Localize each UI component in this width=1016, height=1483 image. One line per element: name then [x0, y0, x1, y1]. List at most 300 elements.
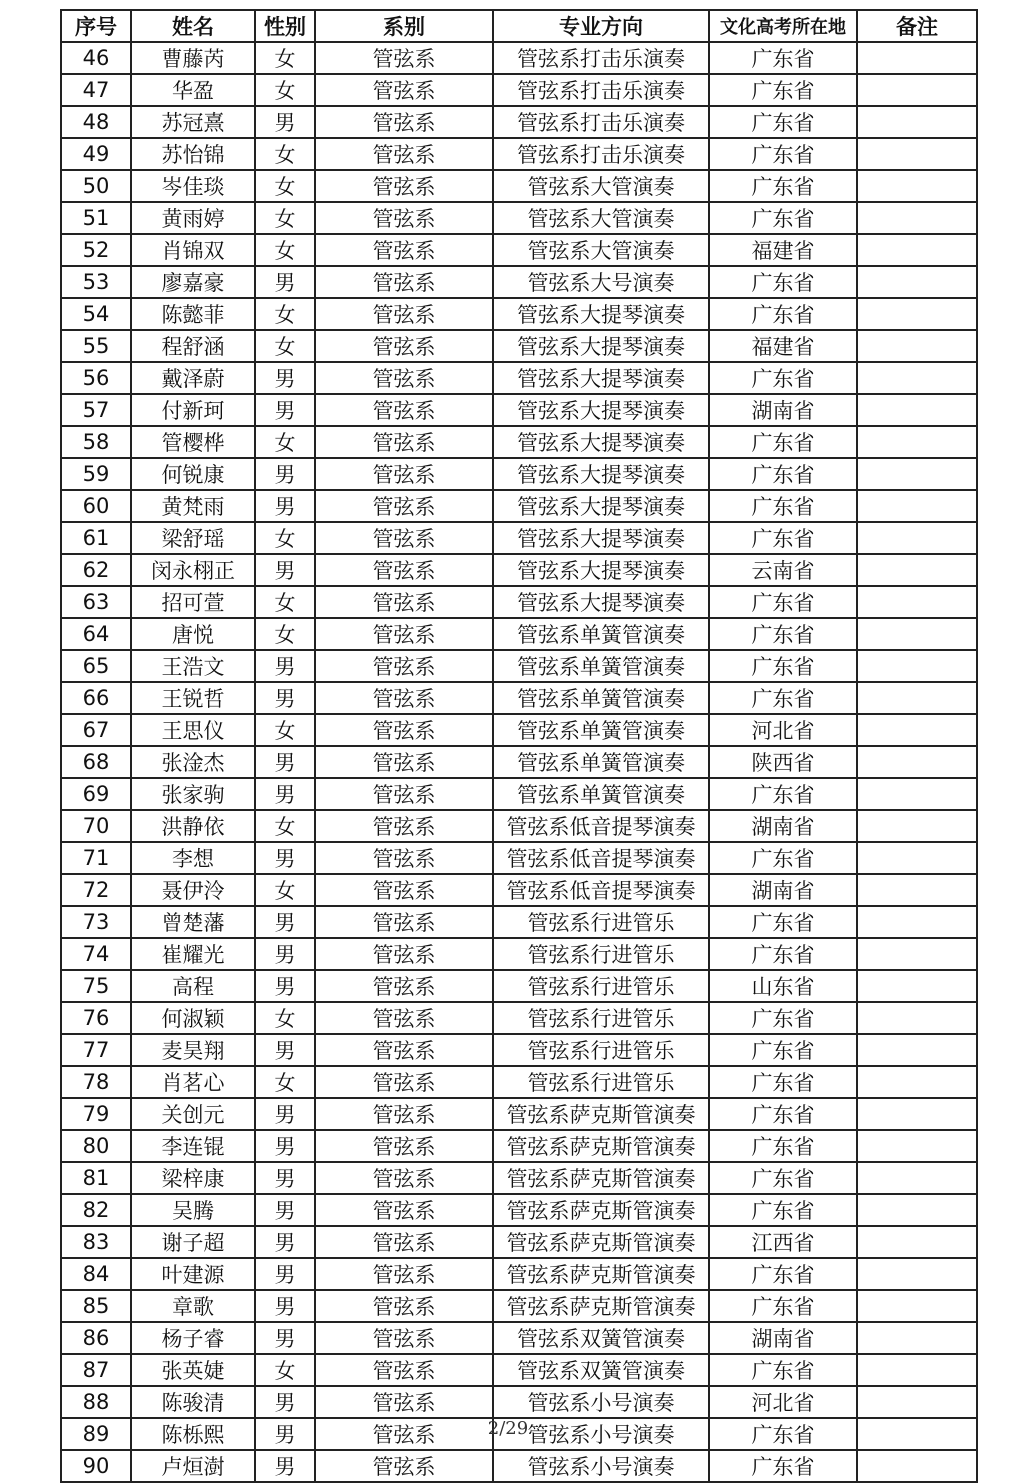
cell-gender: 男: [255, 938, 315, 970]
cell-remark: [857, 1098, 977, 1130]
cell-major: 管弦系行进管乐: [493, 1066, 709, 1098]
cell-dept: 管弦系: [315, 1034, 493, 1066]
cell-gender: 男: [255, 746, 315, 778]
cell-dept: 管弦系: [315, 234, 493, 266]
cell-gender: 女: [255, 234, 315, 266]
cell-no: 63: [61, 586, 131, 618]
cell-region: 湖南省: [709, 1322, 857, 1354]
header-no: 序号: [61, 10, 131, 42]
cell-major: 管弦系行进管乐: [493, 1034, 709, 1066]
cell-remark: [857, 1386, 977, 1418]
table-row: [61, 458, 977, 490]
cell-major: 管弦系单簧管演奏: [493, 618, 709, 650]
cell-major: 管弦系大号演奏: [493, 266, 709, 298]
cell-region: 河北省: [709, 1386, 857, 1418]
cell-remark: [857, 266, 977, 298]
table-row: [61, 810, 977, 842]
cell-remark: [857, 1226, 977, 1258]
cell-major: 管弦系打击乐演奏: [493, 138, 709, 170]
cell-no: 46: [61, 42, 131, 74]
cell-major: 管弦系双簧管演奏: [493, 1354, 709, 1386]
cell-major: 管弦系低音提琴演奏: [493, 842, 709, 874]
cell-remark: [857, 874, 977, 906]
cell-dept: 管弦系: [315, 1386, 493, 1418]
cell-no: 87: [61, 1354, 131, 1386]
cell-region: 湖南省: [709, 394, 857, 426]
cell-major: 管弦系打击乐演奏: [493, 42, 709, 74]
table-row: [61, 330, 977, 362]
cell-region: 广东省: [709, 522, 857, 554]
cell-dept: 管弦系: [315, 1354, 493, 1386]
header-major: 专业方向: [493, 10, 709, 42]
cell-no: 62: [61, 554, 131, 586]
cell-major: 管弦系小号演奏: [493, 1418, 709, 1450]
cell-name: 招可萱: [131, 586, 255, 618]
cell-major: 管弦系萨克斯管演奏: [493, 1290, 709, 1322]
cell-gender: 女: [255, 74, 315, 106]
cell-name: 陈栎熙: [131, 1418, 255, 1450]
cell-major: 管弦系大管演奏: [493, 202, 709, 234]
cell-gender: 男: [255, 458, 315, 490]
cell-remark: [857, 682, 977, 714]
cell-region: 湖南省: [709, 810, 857, 842]
cell-name: 吴腾: [131, 1194, 255, 1226]
table-row: [61, 874, 977, 906]
student-list-table: [60, 9, 978, 1483]
cell-dept: 管弦系: [315, 298, 493, 330]
table-row: [61, 170, 977, 202]
cell-region: 广东省: [709, 1130, 857, 1162]
cell-region: 广东省: [709, 650, 857, 682]
cell-remark: [857, 394, 977, 426]
cell-dept: 管弦系: [315, 650, 493, 682]
cell-gender: 男: [255, 842, 315, 874]
cell-gender: 男: [255, 1450, 315, 1482]
cell-region: 广东省: [709, 1002, 857, 1034]
cell-gender: 男: [255, 1226, 315, 1258]
table-row: [61, 714, 977, 746]
cell-name: 肖茗心: [131, 1066, 255, 1098]
cell-gender: 男: [255, 1322, 315, 1354]
table-row: [61, 490, 977, 522]
cell-region: 广东省: [709, 1162, 857, 1194]
cell-remark: [857, 1130, 977, 1162]
cell-major: 管弦系低音提琴演奏: [493, 810, 709, 842]
cell-dept: 管弦系: [315, 906, 493, 938]
cell-gender: 女: [255, 618, 315, 650]
cell-gender: 女: [255, 138, 315, 170]
cell-major: 管弦系大提琴演奏: [493, 522, 709, 554]
cell-name: 关创元: [131, 1098, 255, 1130]
cell-no: 66: [61, 682, 131, 714]
cell-gender: 男: [255, 1098, 315, 1130]
cell-remark: [857, 330, 977, 362]
cell-dept: 管弦系: [315, 1194, 493, 1226]
cell-gender: 女: [255, 586, 315, 618]
cell-region: 广东省: [709, 1290, 857, 1322]
cell-no: 52: [61, 234, 131, 266]
cell-gender: 男: [255, 394, 315, 426]
cell-gender: 男: [255, 490, 315, 522]
cell-name: 何淑颖: [131, 1002, 255, 1034]
cell-no: 78: [61, 1066, 131, 1098]
cell-no: 53: [61, 266, 131, 298]
cell-dept: 管弦系: [315, 970, 493, 1002]
table-row: [61, 906, 977, 938]
cell-remark: [857, 1258, 977, 1290]
cell-region: 广东省: [709, 426, 857, 458]
cell-remark: [857, 170, 977, 202]
cell-region: 广东省: [709, 266, 857, 298]
cell-dept: 管弦系: [315, 938, 493, 970]
cell-gender: 女: [255, 714, 315, 746]
cell-gender: 男: [255, 1258, 315, 1290]
table-row: [61, 74, 977, 106]
cell-region: 广东省: [709, 618, 857, 650]
cell-no: 68: [61, 746, 131, 778]
cell-dept: 管弦系: [315, 202, 493, 234]
table-row: [61, 1450, 977, 1482]
table-row: [61, 234, 977, 266]
cell-name: 付新珂: [131, 394, 255, 426]
cell-major: 管弦系打击乐演奏: [493, 106, 709, 138]
cell-major: 管弦系大提琴演奏: [493, 394, 709, 426]
cell-major: 管弦系小号演奏: [493, 1450, 709, 1482]
cell-name: 陈骏清: [131, 1386, 255, 1418]
cell-remark: [857, 906, 977, 938]
cell-major: 管弦系单簧管演奏: [493, 714, 709, 746]
cell-no: 90: [61, 1450, 131, 1482]
cell-gender: 男: [255, 266, 315, 298]
cell-major: 管弦系大提琴演奏: [493, 554, 709, 586]
cell-dept: 管弦系: [315, 1258, 493, 1290]
cell-no: 83: [61, 1226, 131, 1258]
cell-name: 章歌: [131, 1290, 255, 1322]
cell-region: 山东省: [709, 970, 857, 1002]
table-row: [61, 1386, 977, 1418]
cell-remark: [857, 74, 977, 106]
cell-region: 广东省: [709, 1354, 857, 1386]
cell-no: 69: [61, 778, 131, 810]
header-row: [61, 10, 977, 42]
cell-remark: [857, 1034, 977, 1066]
cell-gender: 女: [255, 1002, 315, 1034]
cell-major: 管弦系行进管乐: [493, 970, 709, 1002]
cell-gender: 男: [255, 1034, 315, 1066]
cell-gender: 男: [255, 778, 315, 810]
cell-name: 华盈: [131, 74, 255, 106]
cell-no: 79: [61, 1098, 131, 1130]
table-row: [61, 1130, 977, 1162]
cell-region: 广东省: [709, 138, 857, 170]
cell-gender: 女: [255, 522, 315, 554]
cell-no: 50: [61, 170, 131, 202]
cell-remark: [857, 714, 977, 746]
cell-major: 管弦系单簧管演奏: [493, 746, 709, 778]
cell-region: 陕西省: [709, 746, 857, 778]
cell-no: 57: [61, 394, 131, 426]
cell-major: 管弦系萨克斯管演奏: [493, 1194, 709, 1226]
cell-remark: [857, 842, 977, 874]
cell-remark: [857, 42, 977, 74]
cell-region: 广东省: [709, 842, 857, 874]
cell-name: 唐悦: [131, 618, 255, 650]
cell-region: 广东省: [709, 1034, 857, 1066]
cell-name: 曾楚藩: [131, 906, 255, 938]
table-row: [61, 618, 977, 650]
cell-dept: 管弦系: [315, 746, 493, 778]
cell-dept: 管弦系: [315, 106, 493, 138]
table-row: [61, 42, 977, 74]
cell-name: 闵永栩正: [131, 554, 255, 586]
cell-no: 77: [61, 1034, 131, 1066]
cell-no: 56: [61, 362, 131, 394]
table-row: [61, 1066, 977, 1098]
cell-remark: [857, 298, 977, 330]
cell-remark: [857, 1194, 977, 1226]
cell-gender: 男: [255, 554, 315, 586]
cell-no: 67: [61, 714, 131, 746]
cell-major: 管弦系小号演奏: [493, 1386, 709, 1418]
cell-region: 广东省: [709, 1066, 857, 1098]
cell-remark: [857, 490, 977, 522]
cell-name: 岑佳琰: [131, 170, 255, 202]
cell-region: 河北省: [709, 714, 857, 746]
cell-region: 广东省: [709, 1194, 857, 1226]
cell-remark: [857, 202, 977, 234]
cell-gender: 女: [255, 202, 315, 234]
cell-name: 苏冠熹: [131, 106, 255, 138]
cell-gender: 女: [255, 874, 315, 906]
table-row: [61, 938, 977, 970]
cell-gender: 男: [255, 1194, 315, 1226]
table-row: [61, 778, 977, 810]
cell-remark: [857, 746, 977, 778]
cell-no: 54: [61, 298, 131, 330]
cell-major: 管弦系大提琴演奏: [493, 298, 709, 330]
cell-remark: [857, 138, 977, 170]
cell-name: 谢子超: [131, 1226, 255, 1258]
cell-name: 陈懿菲: [131, 298, 255, 330]
cell-remark: [857, 618, 977, 650]
cell-major: 管弦系行进管乐: [493, 906, 709, 938]
cell-name: 麦昊翔: [131, 1034, 255, 1066]
header-gender: 性别: [255, 10, 315, 42]
cell-name: 苏怡锦: [131, 138, 255, 170]
cell-name: 崔耀光: [131, 938, 255, 970]
cell-dept: 管弦系: [315, 362, 493, 394]
cell-region: 江西省: [709, 1226, 857, 1258]
table-row: [61, 682, 977, 714]
cell-dept: 管弦系: [315, 458, 493, 490]
table-row: [61, 362, 977, 394]
cell-no: 85: [61, 1290, 131, 1322]
cell-name: 黄雨婷: [131, 202, 255, 234]
table-row: [61, 138, 977, 170]
cell-name: 叶建源: [131, 1258, 255, 1290]
table-row: [61, 522, 977, 554]
cell-gender: 男: [255, 650, 315, 682]
cell-remark: [857, 1066, 977, 1098]
cell-region: 广东省: [709, 778, 857, 810]
cell-name: 王锐哲: [131, 682, 255, 714]
cell-no: 71: [61, 842, 131, 874]
cell-gender: 男: [255, 970, 315, 1002]
cell-major: 管弦系大提琴演奏: [493, 362, 709, 394]
table-row: [61, 554, 977, 586]
cell-major: 管弦系大管演奏: [493, 234, 709, 266]
cell-gender: 男: [255, 682, 315, 714]
cell-name: 梁舒瑶: [131, 522, 255, 554]
cell-remark: [857, 1354, 977, 1386]
cell-gender: 男: [255, 106, 315, 138]
cell-name: 王思仪: [131, 714, 255, 746]
cell-region: 广东省: [709, 202, 857, 234]
cell-gender: 女: [255, 1354, 315, 1386]
cell-no: 86: [61, 1322, 131, 1354]
cell-remark: [857, 810, 977, 842]
cell-dept: 管弦系: [315, 810, 493, 842]
cell-no: 80: [61, 1130, 131, 1162]
cell-remark: [857, 106, 977, 138]
cell-gender: 男: [255, 1290, 315, 1322]
cell-dept: 管弦系: [315, 778, 493, 810]
cell-dept: 管弦系: [315, 1226, 493, 1258]
cell-region: 云南省: [709, 554, 857, 586]
cell-region: 广东省: [709, 1450, 857, 1482]
table-row: [61, 106, 977, 138]
cell-major: 管弦系双簧管演奏: [493, 1322, 709, 1354]
cell-remark: [857, 586, 977, 618]
cell-region: 广东省: [709, 170, 857, 202]
cell-no: 51: [61, 202, 131, 234]
cell-remark: [857, 1162, 977, 1194]
cell-dept: 管弦系: [315, 586, 493, 618]
cell-no: 48: [61, 106, 131, 138]
cell-name: 戴泽蔚: [131, 362, 255, 394]
cell-remark: [857, 970, 977, 1002]
cell-region: 广东省: [709, 586, 857, 618]
cell-name: 廖嘉豪: [131, 266, 255, 298]
table-row: [61, 1098, 977, 1130]
page-number: 2/29: [487, 1418, 529, 1439]
cell-major: 管弦系行进管乐: [493, 938, 709, 970]
table-row: [61, 426, 977, 458]
cell-name: 张英婕: [131, 1354, 255, 1386]
cell-no: 49: [61, 138, 131, 170]
cell-no: 70: [61, 810, 131, 842]
header-region: 文化高考所在地: [709, 10, 857, 42]
cell-remark: [857, 778, 977, 810]
cell-major: 管弦系大管演奏: [493, 170, 709, 202]
cell-major: 管弦系打击乐演奏: [493, 74, 709, 106]
cell-no: 81: [61, 1162, 131, 1194]
cell-region: 广东省: [709, 682, 857, 714]
cell-major: 管弦系大提琴演奏: [493, 330, 709, 362]
cell-no: 55: [61, 330, 131, 362]
cell-dept: 管弦系: [315, 74, 493, 106]
cell-dept: 管弦系: [315, 618, 493, 650]
cell-no: 73: [61, 906, 131, 938]
cell-no: 61: [61, 522, 131, 554]
cell-no: 65: [61, 650, 131, 682]
table-row: [61, 1162, 977, 1194]
cell-remark: [857, 458, 977, 490]
table-row: [61, 970, 977, 1002]
table-row: [61, 394, 977, 426]
cell-gender: 女: [255, 170, 315, 202]
cell-gender: 女: [255, 330, 315, 362]
cell-no: 76: [61, 1002, 131, 1034]
cell-region: 广东省: [709, 938, 857, 970]
cell-remark: [857, 1322, 977, 1354]
table-row: [61, 1354, 977, 1386]
cell-gender: 女: [255, 42, 315, 74]
cell-name: 洪静依: [131, 810, 255, 842]
cell-region: 广东省: [709, 298, 857, 330]
cell-dept: 管弦系: [315, 1130, 493, 1162]
cell-major: 管弦系单簧管演奏: [493, 778, 709, 810]
cell-dept: 管弦系: [315, 1098, 493, 1130]
header-name: 姓名: [131, 10, 255, 42]
cell-name: 张淦杰: [131, 746, 255, 778]
cell-region: 广东省: [709, 458, 857, 490]
cell-region: 湖南省: [709, 874, 857, 906]
cell-major: 管弦系大提琴演奏: [493, 458, 709, 490]
cell-remark: [857, 426, 977, 458]
cell-region: 广东省: [709, 74, 857, 106]
table-row: [61, 1194, 977, 1226]
cell-dept: 管弦系: [315, 554, 493, 586]
cell-dept: 管弦系: [315, 394, 493, 426]
table-row: [61, 298, 977, 330]
cell-region: 广东省: [709, 1258, 857, 1290]
cell-no: 64: [61, 618, 131, 650]
cell-name: 肖锦双: [131, 234, 255, 266]
cell-dept: 管弦系: [315, 1066, 493, 1098]
cell-gender: 女: [255, 1066, 315, 1098]
cell-name: 杨子睿: [131, 1322, 255, 1354]
cell-name: 管樱桦: [131, 426, 255, 458]
table-row: [61, 202, 977, 234]
cell-no: 58: [61, 426, 131, 458]
cell-remark: [857, 650, 977, 682]
cell-name: 高程: [131, 970, 255, 1002]
cell-dept: 管弦系: [315, 1322, 493, 1354]
cell-no: 89: [61, 1418, 131, 1450]
table-row: [61, 842, 977, 874]
header-remark: 备注: [857, 10, 977, 42]
table-body: [61, 42, 977, 1482]
cell-dept: 管弦系: [315, 1418, 493, 1450]
cell-no: 47: [61, 74, 131, 106]
cell-name: 李连锟: [131, 1130, 255, 1162]
cell-dept: 管弦系: [315, 266, 493, 298]
cell-dept: 管弦系: [315, 874, 493, 906]
cell-dept: 管弦系: [315, 1162, 493, 1194]
cell-remark: [857, 554, 977, 586]
cell-region: 福建省: [709, 234, 857, 266]
cell-region: 广东省: [709, 106, 857, 138]
table-row: [61, 1290, 977, 1322]
cell-major: 管弦系萨克斯管演奏: [493, 1162, 709, 1194]
cell-gender: 女: [255, 810, 315, 842]
cell-no: 72: [61, 874, 131, 906]
cell-name: 何锐康: [131, 458, 255, 490]
table-row: [61, 1002, 977, 1034]
cell-dept: 管弦系: [315, 490, 493, 522]
cell-major: 管弦系低音提琴演奏: [493, 874, 709, 906]
